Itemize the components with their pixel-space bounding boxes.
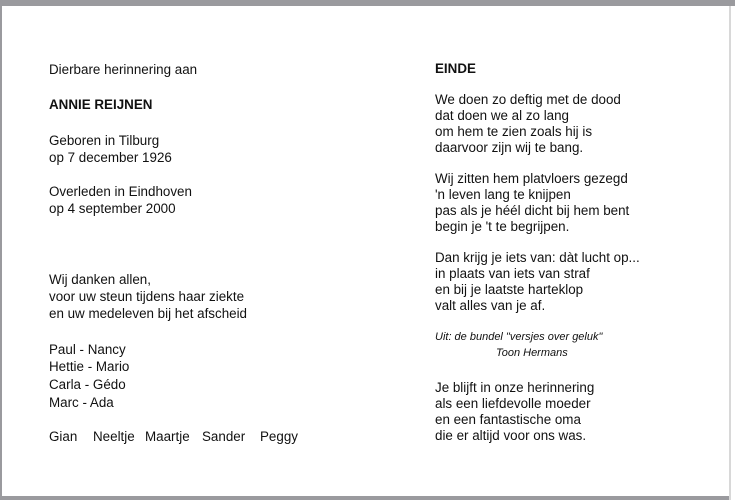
card-edge bbox=[729, 6, 735, 500]
poem-source: Uit: de bundel "versjes over geluk" bbox=[435, 331, 603, 343]
thanks-line: Wij danken allen, bbox=[49, 272, 151, 287]
poem-line: Wij zitten hem platvloers gezegd bbox=[435, 171, 628, 186]
memorial-card bbox=[2, 6, 729, 496]
family-line: Hettie - Mario bbox=[49, 359, 130, 374]
poem-line: Dan krijg je iets van: dàt lucht op... bbox=[435, 250, 640, 265]
closing-line: en een fantastische oma bbox=[435, 412, 581, 427]
family-line: Carla - Gédo bbox=[49, 377, 126, 392]
grandchild-name: Gian bbox=[49, 429, 78, 444]
grandchild-name: Peggy bbox=[260, 429, 298, 444]
thanks-line: voor uw steun tijdens haar ziekte bbox=[49, 289, 245, 304]
poem-line: om hem te zien zoals hij is bbox=[435, 124, 593, 139]
poem-line: dat doen we al zo lang bbox=[435, 108, 570, 123]
poem-line: valt alles van je af. bbox=[435, 298, 546, 313]
thanks-line: en uw medeleven bij het afscheid bbox=[49, 306, 248, 321]
death-place: Overleden in Eindhoven bbox=[49, 184, 192, 199]
intro-text: Dierbare herinnering aan bbox=[49, 62, 198, 77]
poem-author: Toon Hermans bbox=[496, 347, 568, 359]
birth-place: Geboren in Tilburg bbox=[49, 133, 160, 148]
closing-line: Je blijft in onze herinnering bbox=[435, 380, 595, 395]
grandchild-name: Sander bbox=[202, 429, 246, 444]
poem-line: We doen zo deftig met de dood bbox=[435, 92, 621, 107]
poem-line: pas als je héél dicht bij hem bent bbox=[435, 203, 630, 218]
grandchild-name: Maartje bbox=[145, 429, 190, 444]
poem-line: 'n leven lang te knijpen bbox=[435, 187, 571, 202]
poem-line: begin je 't te begrijpen. bbox=[435, 219, 570, 234]
family-line: Marc - Ada bbox=[49, 395, 114, 410]
death-date: op 4 september 2000 bbox=[49, 201, 176, 216]
closing-line: als een liefdevolle moeder bbox=[435, 396, 591, 411]
grandchild-name: Neeltje bbox=[93, 429, 135, 444]
poem-line: en bij je laatste harteklop bbox=[435, 282, 584, 297]
poem-title: EINDE bbox=[435, 61, 476, 76]
birth-date: op 7 december 1926 bbox=[49, 150, 172, 165]
family-line: Paul - Nancy bbox=[49, 342, 126, 357]
poem-line: in plaats van iets van straf bbox=[435, 266, 590, 281]
deceased-name: ANNIE REIJNEN bbox=[49, 97, 153, 112]
poem-line: daarvoor zijn wij te bang. bbox=[435, 140, 584, 155]
closing-line: die er altijd voor ons was. bbox=[435, 428, 587, 443]
